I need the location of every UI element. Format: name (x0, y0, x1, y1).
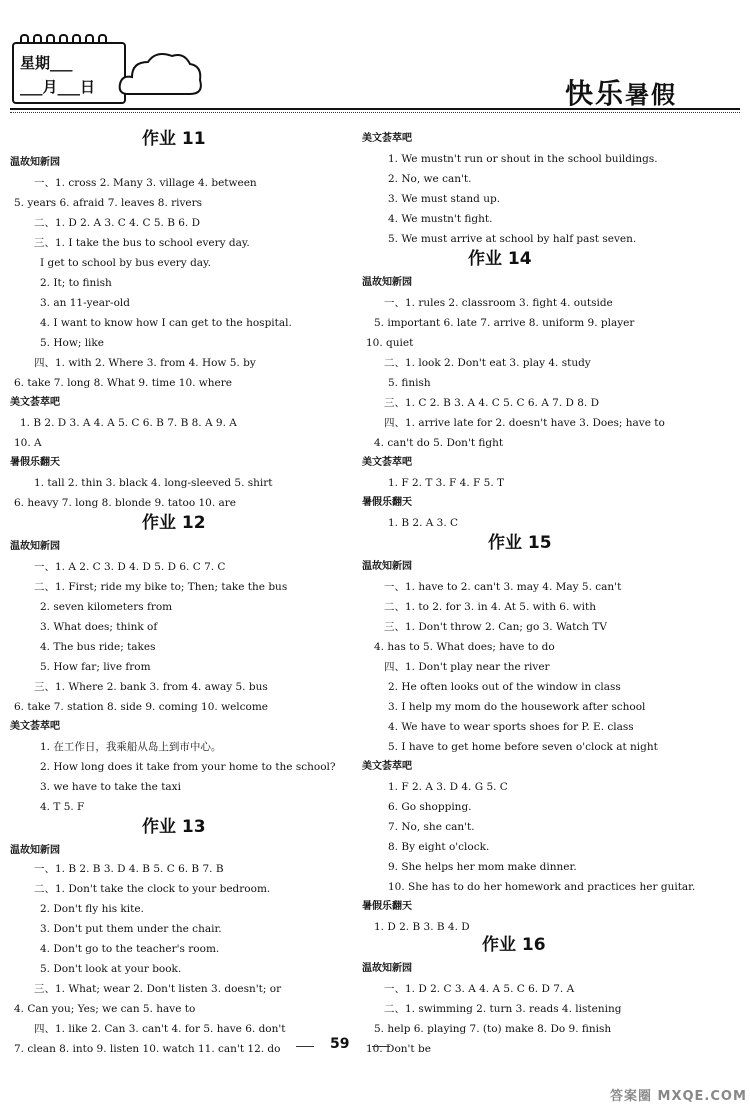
answer-line: 三、1. C 2. B 3. A 4. C 5. C 6. A 7. D 8. D (384, 397, 600, 409)
section-heading: 温故知新园 (362, 963, 412, 974)
answer-line: 4. I want to know how I can get to the hospital. (40, 317, 292, 329)
section-heading: 暑假乐翻天 (362, 901, 412, 912)
answer-line: 四、1. like 2. Can 3. can't 4. for 5. have 6. don't (34, 1023, 286, 1035)
answer-line: 2. How long does it take from your home to the school? (40, 761, 336, 773)
section-heading: 美文荟萃吧 (362, 133, 412, 144)
section-heading: 温故知新园 (10, 157, 60, 168)
watermark: 答案圈 MXQE.COM (610, 1089, 747, 1104)
answer-line: 5. Don't look at your book. (40, 963, 182, 975)
section-heading: 美文荟萃吧 (362, 457, 412, 468)
answer-line: 5. finish (388, 377, 431, 389)
answer-line: 二、1. swimming 2. turn 3. reads 4. listening (384, 1003, 622, 1015)
section-heading: 温故知新园 (362, 277, 412, 288)
answer-line: 一、1. have to 2. can't 3. may 4. May 5. can't (384, 581, 622, 593)
answer-line: I get to school by bus every day. (40, 257, 211, 269)
answer-line: 三、1. Where 2. bank 3. from 4. away 5. bus (34, 681, 268, 693)
answer-line: 4. Can you; Yes; we can 5. have to (14, 1003, 196, 1015)
answer-line: 3. we have to take the taxi (40, 781, 181, 793)
homework-title: 作业 13 (142, 817, 206, 837)
section-heading: 美文荟萃吧 (10, 397, 60, 408)
answer-line: 1. B 2. A 3. C (388, 517, 459, 529)
answer-line: 10. A (14, 437, 42, 449)
answer-line: 1. tall 2. thin 3. black 4. long-sleeved 5. shirt (34, 477, 273, 489)
answer-line: 3. I help my mom do the housework after school (388, 701, 646, 713)
section-heading: 温故知新园 (10, 541, 60, 552)
answer-line: 10. Don't be (366, 1043, 431, 1055)
date-notepad (12, 42, 126, 104)
answer-line: 二、1. D 2. A 3. C 4. C 5. B 6. D (34, 217, 201, 229)
answer-line: 二、1. Don't take the clock to your bedroom. (34, 883, 271, 895)
answer-line: 5. years 6. afraid 7. leaves 8. rivers (14, 197, 203, 209)
answer-line: 3. We must stand up. (388, 193, 501, 205)
answer-line: 2. It; to finish (40, 277, 112, 289)
answer-line: 二、1. to 2. for 3. in 4. At 5. with 6. with (384, 601, 596, 613)
answer-line: 10. quiet (366, 337, 414, 349)
header-rule (10, 108, 740, 110)
answer-line: 4. We have to wear sports shoes for P. E. class (388, 721, 634, 733)
answer-line: 4. T 5. F (40, 801, 85, 813)
homework-title: 作业 14 (468, 249, 532, 269)
answer-line: 四、1. with 2. Where 3. from 4. How 5. by (34, 357, 256, 369)
answer-line: 5. I have to get home before seven o'clock at night (388, 741, 658, 753)
homework-title: 作业 11 (142, 129, 206, 149)
section-heading: 美文荟萃吧 (362, 761, 412, 772)
answer-line: 2. He often looks out of the window in class (388, 681, 621, 693)
section-heading: 暑假乐翻天 (362, 497, 412, 508)
answer-line: 4. can't do 5. Don't fight (374, 437, 504, 449)
header-rule-dotted (10, 112, 740, 113)
answer-line: 3. Don't put them under the chair. (40, 923, 222, 935)
answer-line: 4. has to 5. What does; have to do (374, 641, 555, 653)
answer-line: 8. By eight o'clock. (388, 841, 490, 853)
answer-line: 1. B 2. D 3. A 4. A 5. C 6. B 7. B 8. A 9. A (20, 417, 237, 429)
summer-logo: 快乐暑假 (565, 77, 678, 110)
answer-line: 1. D 2. B 3. B 4. D (374, 921, 470, 933)
answer-line: 5. We must arrive at school by half past seven. (388, 233, 637, 245)
section-heading: 温故知新园 (362, 561, 412, 572)
answer-line: 2. No, we can't. (388, 173, 472, 185)
answer-line: 2. seven kilometers from (40, 601, 173, 613)
answer-line: 7. clean 8. into 9. listen 10. watch 11. can't 12. do (14, 1043, 281, 1055)
answer-line: 2. Don't fly his kite. (40, 903, 144, 915)
answer-line: 6. heavy 7. long 8. blonde 9. tatoo 10. are (14, 497, 237, 509)
answer-line: 4. Don't go to the teacher's room. (40, 943, 220, 955)
answer-line: 三、1. What; wear 2. Don't listen 3. doesn't; or (34, 983, 282, 995)
answer-line: 3. What does; think of (40, 621, 158, 633)
footer-dash-right (372, 1046, 390, 1047)
answer-line: 一、1. rules 2. classroom 3. fight 4. outside (384, 297, 613, 309)
answer-line: 3. an 11-year-old (40, 297, 130, 309)
answer-line: 5. How; like (40, 337, 104, 349)
answer-line: 1. 在工作日，我乘船从岛上到市中心。 (40, 741, 222, 753)
answer-line: 6. take 7. long 8. What 9. time 10. where (14, 377, 233, 389)
section-heading: 暑假乐翻天 (10, 457, 60, 468)
answer-line: 1. F 2. A 3. D 4. G 5. C (388, 781, 508, 793)
weekday-label: 星期___ (20, 54, 73, 72)
answer-line: 5. help 6. playing 7. (to) make 8. Do 9. finish (374, 1023, 612, 1035)
homework-title: 作业 16 (482, 935, 546, 955)
answer-line: 三、1. I take the bus to school every day. (34, 237, 250, 249)
answer-line: 四、1. arrive late for 2. doesn't have 3. Does; have to (384, 417, 665, 429)
page-number: 59 (330, 1036, 350, 1052)
answer-line: 三、1. Don't throw 2. Can; go 3. Watch TV (384, 621, 607, 633)
answer-line: 四、1. Don't play near the river (384, 661, 550, 673)
answer-line: 1. We mustn't run or shout in the school buildings. (388, 153, 658, 165)
answer-line: 4. We mustn't fight. (388, 213, 493, 225)
section-heading: 美文荟萃吧 (10, 721, 60, 732)
date-label: ___月___日 (20, 78, 96, 96)
homework-title: 作业 12 (142, 513, 206, 533)
footer-dash-left (296, 1046, 314, 1047)
homework-title: 作业 15 (488, 533, 552, 553)
section-heading: 温故知新园 (10, 845, 60, 856)
answer-line: 5. important 6. late 7. arrive 8. uniform 9. player (374, 317, 635, 329)
answer-line: 6. take 7. station 8. side 9. coming 10. welcome (14, 701, 269, 713)
answer-line: 一、1. B 2. B 3. D 4. B 5. C 6. B 7. B (34, 863, 224, 875)
answer-line: 5. How far; live from (40, 661, 151, 673)
answer-line: 一、1. cross 2. Many 3. village 4. between (34, 177, 257, 189)
answer-line: 一、1. D 2. C 3. A 4. A 5. C 6. D 7. A (384, 983, 575, 995)
answer-line: 7. No, she can't. (388, 821, 475, 833)
answer-line: 二、1. First; ride my bike to; Then; take the bus (34, 581, 288, 593)
answer-line: 一、1. A 2. C 3. D 4. D 5. D 6. C 7. C (34, 561, 226, 573)
answer-line: 4. The bus ride; takes (40, 641, 156, 653)
answer-line: 6. Go shopping. (388, 801, 472, 813)
page-header (0, 0, 750, 120)
answer-line: 1. F 2. T 3. F 4. F 5. T (388, 477, 504, 489)
cloud-icon (118, 48, 204, 100)
answer-line: 9. She helps her mom make dinner. (388, 861, 577, 873)
answer-line: 二、1. look 2. Don't eat 3. play 4. study (384, 357, 591, 369)
answer-line: 10. She has to do her homework and practices her guitar. (388, 881, 696, 893)
